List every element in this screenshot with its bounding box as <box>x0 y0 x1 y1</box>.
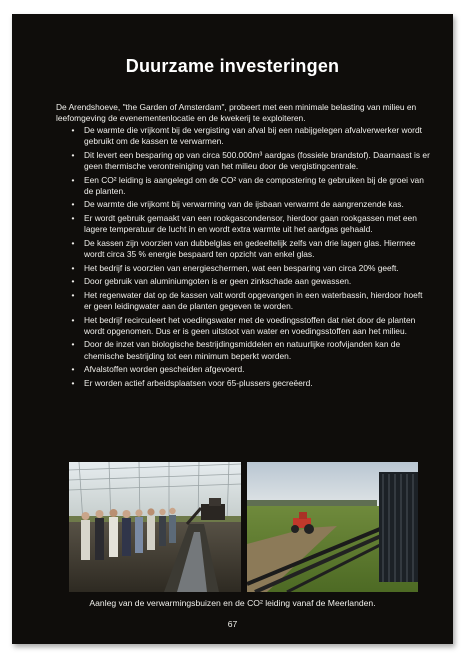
bullet-marker: • <box>71 125 75 135</box>
bullet-list <box>56 125 430 391</box>
bullet-marker: • <box>71 339 75 350</box>
bullet-text: Een CO² leiding is aangelegd om de CO² van de compostering te gebruiken bij de groei van de planten. <box>84 174 424 196</box>
bullet-text: Er worden actief arbeidsplaatsen voor 65-plussers gecreëerd. <box>84 377 313 388</box>
bullet-text: Er wordt gebruik gemaakt van een rookgascondensor, hierdoor gaan rookgassen met een lagere temperatuur de lucht in en wordt extra warmte uit het aardgas gehaald. <box>84 212 417 235</box>
bullet-text: Het bedrijf recirculeert het voedingswater met de voedingsstoffen dat niet door de planten wordt opgenomen. Dus er is geen uitstoot van water en voedingsstoffen aan het milieu. <box>84 314 416 336</box>
bullet-item <box>56 263 430 274</box>
document-page <box>12 14 453 644</box>
bullet-item <box>56 213 430 235</box>
bullet-text: Afvalstoffen worden gescheiden afgevoerd. <box>84 364 245 375</box>
bullet-item <box>56 339 430 361</box>
bullet-text: Door de inzet van biologische bestrijdingsmiddelen en natuurlijke roofvijanden kan de chemische bestrijding tot een minimum beperkt worden. <box>84 339 401 361</box>
bullet-text: De warmte die vrijkomt bij verwarming van de ijsbaan verwarmt de aangrenzende kas. <box>84 199 404 210</box>
bullet-text: Het regenwater dat op de kassen valt wordt opgevangen in een waterbassin, hierdoor hoeft er geen leidingwater aan de planten gegeven te worden. <box>84 289 423 311</box>
bullet-marker: • <box>71 174 75 185</box>
bullet-item <box>56 364 430 375</box>
photo-greenhouse-group <box>69 462 241 592</box>
photo-field-pipes <box>247 462 418 592</box>
bullet-item <box>56 315 430 337</box>
bullet-item <box>56 175 430 197</box>
bullet-marker: • <box>71 377 75 388</box>
bullet-item <box>56 290 430 312</box>
bullet-text: Dit levert een besparing op van circa 500.000m³ aardgas (fossiele brandstof). Daarnaast is er geen thermische verontreiniging van het milieu door de vergistingcentrale. <box>84 149 430 171</box>
bullet-text: Het bedrijf is voorzien van energieschermen, wat een besparing van circa 20% geeft. <box>84 262 399 273</box>
bullet-marker: • <box>71 276 75 287</box>
bullet-text: De kassen zijn voorzien van dubbelglas en gedeeltelijk zelfs van drie lagen glas. Hiermee wordt circa 35 % energie bespaard ten opzicht van enkel glas. <box>84 237 416 259</box>
bullet-marker: • <box>71 199 75 210</box>
bullet-text: Door gebruik van aluminiumgoten is er geen zinkschade aan gewassen. <box>84 276 352 287</box>
bullet-item <box>56 199 430 210</box>
bullet-marker: • <box>71 149 75 160</box>
bullet-text: De warmte die vrijkomt bij de vergisting van afval bij een nabijgelegen afvalverwerker wordt gebruikt om de kassen te verwarmen. <box>84 125 422 147</box>
page-title: Duurzame investeringen <box>125 56 340 76</box>
bullet-item <box>56 150 430 172</box>
bullet-item <box>56 125 430 147</box>
bullet-item <box>56 378 430 389</box>
bullet-item <box>56 276 430 287</box>
bullet-marker: • <box>71 212 75 223</box>
bullet-marker: • <box>71 237 75 248</box>
bullet-marker: • <box>71 262 75 273</box>
bullet-marker: • <box>71 289 75 300</box>
photo-caption: Aanleg van de verwarmingsbuizen en de CO² leiding vanaf de Meerlanden. <box>89 598 376 608</box>
page-number: 67 <box>227 619 238 629</box>
bullet-marker: • <box>71 314 75 325</box>
bullet-item <box>56 238 430 260</box>
intro-paragraph: De Arendshoeve, "the Garden of Amsterdam", probeert met een minimale belasting van milieu en leefomgeving de evenementenlocatie en de kwekerij te exploiteren. <box>56 102 417 124</box>
bullet-marker: • <box>71 364 75 375</box>
